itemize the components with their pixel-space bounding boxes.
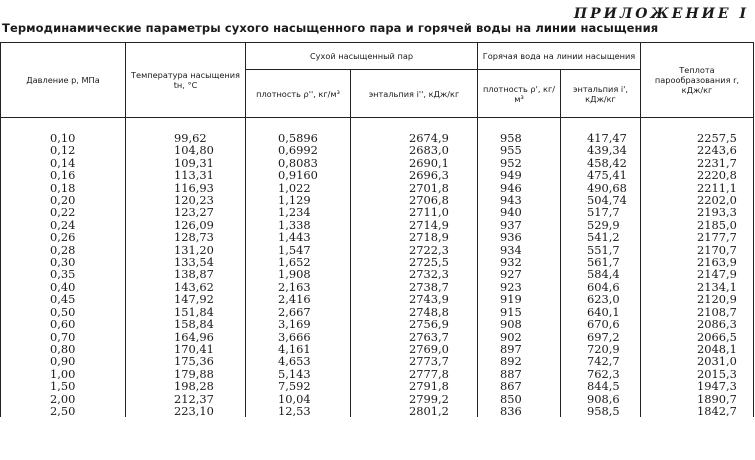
table-row xyxy=(1,355,754,367)
steam-density-cell: 2,163 xyxy=(246,281,351,293)
steam-enthalpy-cell: 2706,8 xyxy=(351,194,478,206)
heat-cell: 2231,7 xyxy=(641,157,754,169)
temperature-cell: 138,87 xyxy=(126,268,246,280)
water-density-cell: 955 xyxy=(478,144,561,156)
heat-cell: 2066,5 xyxy=(641,331,754,343)
heat-cell: 2048,1 xyxy=(641,343,754,355)
temperature-cell: 116,93 xyxy=(126,182,246,194)
table-row xyxy=(1,380,754,392)
pressure-cell: 2,50 xyxy=(1,405,126,417)
table-row xyxy=(1,157,754,169)
heat-cell: 2202,0 xyxy=(641,194,754,206)
pressure-cell: 0,45 xyxy=(1,293,126,305)
table-row xyxy=(1,268,754,280)
pressure-cell: 0,60 xyxy=(1,318,126,330)
water-enthalpy-cell: 490,68 xyxy=(561,182,641,194)
water-density-cell: 932 xyxy=(478,256,561,268)
header-pressure: Давление p, МПа xyxy=(1,43,126,118)
heat-cell: 2108,7 xyxy=(641,306,754,318)
steam-density-cell: 1,234 xyxy=(246,206,351,218)
heat-cell: 2015,3 xyxy=(641,368,754,380)
steam-enthalpy-cell: 2701,8 xyxy=(351,182,478,194)
water-enthalpy-cell: 623,0 xyxy=(561,293,641,305)
heat-cell: 2257,5 xyxy=(641,132,754,144)
table-row xyxy=(1,405,754,417)
saturation-table xyxy=(0,42,754,417)
header-group-steam: Сухой насыщенный пар xyxy=(246,43,478,70)
heat-cell: 2086,3 xyxy=(641,318,754,330)
water-density-cell: 943 xyxy=(478,194,561,206)
steam-density-cell: 7,592 xyxy=(246,380,351,392)
pressure-cell: 1,00 xyxy=(1,368,126,380)
water-density-cell: 952 xyxy=(478,157,561,169)
temperature-cell: 212,37 xyxy=(126,393,246,405)
water-enthalpy-cell: 529,9 xyxy=(561,219,641,231)
steam-density-cell: 0,9160 xyxy=(246,169,351,181)
water-enthalpy-cell: 762,3 xyxy=(561,368,641,380)
steam-density-cell: 5,143 xyxy=(246,368,351,380)
steam-enthalpy-cell: 2732,3 xyxy=(351,268,478,280)
steam-enthalpy-cell: 2777,8 xyxy=(351,368,478,380)
temperature-cell: 170,41 xyxy=(126,343,246,355)
heat-cell: 2185,0 xyxy=(641,219,754,231)
water-enthalpy-cell: 908,6 xyxy=(561,393,641,405)
heat-cell: 2211,1 xyxy=(641,182,754,194)
steam-enthalpy-cell: 2801,2 xyxy=(351,405,478,417)
steam-density-cell: 1,908 xyxy=(246,268,351,280)
steam-density-cell: 1,443 xyxy=(246,231,351,243)
header-steam-density: плотность ρ'', кг/м³ xyxy=(246,70,351,118)
temperature-cell: 126,09 xyxy=(126,219,246,231)
table-row xyxy=(1,206,754,218)
pressure-cell: 0,50 xyxy=(1,306,126,318)
temperature-cell: 113,31 xyxy=(126,169,246,181)
pressure-cell: 0,16 xyxy=(1,169,126,181)
steam-enthalpy-cell: 2791,8 xyxy=(351,380,478,392)
water-density-cell: 949 xyxy=(478,169,561,181)
pressure-cell: 0,80 xyxy=(1,343,126,355)
steam-enthalpy-cell: 2763,7 xyxy=(351,331,478,343)
water-enthalpy-cell: 458,42 xyxy=(561,157,641,169)
table-row xyxy=(1,244,754,256)
pressure-cell: 0,40 xyxy=(1,281,126,293)
heat-cell: 2220,8 xyxy=(641,169,754,181)
header-steam-enthalpy: энтальпия i'', кДж/кг xyxy=(351,70,478,118)
heat-cell: 1842,7 xyxy=(641,405,754,417)
steam-enthalpy-cell: 2696,3 xyxy=(351,169,478,181)
steam-density-cell: 1,338 xyxy=(246,219,351,231)
steam-density-cell: 3,666 xyxy=(246,331,351,343)
temperature-cell: 223,10 xyxy=(126,405,246,417)
temperature-cell: 143,62 xyxy=(126,281,246,293)
pressure-cell: 0,35 xyxy=(1,268,126,280)
pressure-cell: 0,20 xyxy=(1,194,126,206)
steam-enthalpy-cell: 2722,3 xyxy=(351,244,478,256)
water-density-cell: 934 xyxy=(478,244,561,256)
steam-enthalpy-cell: 2756,9 xyxy=(351,318,478,330)
heat-cell: 2163,9 xyxy=(641,256,754,268)
pressure-cell: 0,90 xyxy=(1,355,126,367)
table-row xyxy=(1,256,754,268)
temperature-cell: 99,62 xyxy=(126,132,246,144)
temperature-cell: 104,80 xyxy=(126,144,246,156)
water-enthalpy-cell: 517,7 xyxy=(561,206,641,218)
steam-enthalpy-cell: 2773,7 xyxy=(351,355,478,367)
steam-density-cell: 12,53 xyxy=(246,405,351,417)
water-enthalpy-cell: 720,9 xyxy=(561,343,641,355)
temperature-cell: 158,84 xyxy=(126,318,246,330)
heat-cell: 1890,7 xyxy=(641,393,754,405)
water-enthalpy-cell: 670,6 xyxy=(561,318,641,330)
table-row xyxy=(1,293,754,305)
steam-enthalpy-cell: 2690,1 xyxy=(351,157,478,169)
water-enthalpy-cell: 504,74 xyxy=(561,194,641,206)
water-density-cell: 867 xyxy=(478,380,561,392)
water-density-cell: 936 xyxy=(478,231,561,243)
table-row xyxy=(1,281,754,293)
pressure-cell: 0,30 xyxy=(1,256,126,268)
temperature-cell: 133,54 xyxy=(126,256,246,268)
table-row xyxy=(1,219,754,231)
water-density-cell: 892 xyxy=(478,355,561,367)
temperature-cell: 164,96 xyxy=(126,331,246,343)
water-enthalpy-cell: 551,7 xyxy=(561,244,641,256)
water-enthalpy-cell: 640,1 xyxy=(561,306,641,318)
pressure-cell: 0,14 xyxy=(1,157,126,169)
steam-density-cell: 3,169 xyxy=(246,318,351,330)
water-density-cell: 946 xyxy=(478,182,561,194)
temperature-cell: 123,27 xyxy=(126,206,246,218)
temperature-cell: 175,36 xyxy=(126,355,246,367)
table-row xyxy=(1,318,754,330)
steam-density-cell: 10,04 xyxy=(246,393,351,405)
water-density-cell: 923 xyxy=(478,281,561,293)
header-temperature: Температура насыщения tн, °C xyxy=(126,43,246,118)
pressure-cell: 0,24 xyxy=(1,219,126,231)
temperature-cell: 179,88 xyxy=(126,368,246,380)
steam-enthalpy-cell: 2738,7 xyxy=(351,281,478,293)
table-row xyxy=(1,393,754,405)
table-row xyxy=(1,331,754,343)
temperature-cell: 198,28 xyxy=(126,380,246,392)
header-water-density: плотность ρ', кг/м³ xyxy=(478,70,561,118)
water-density-cell: 897 xyxy=(478,343,561,355)
table-row xyxy=(1,194,754,206)
spacer-row xyxy=(1,118,754,133)
steam-density-cell: 1,547 xyxy=(246,244,351,256)
pressure-cell: 2,00 xyxy=(1,393,126,405)
steam-density-cell: 0,5896 xyxy=(246,132,351,144)
pressure-cell: 0,10 xyxy=(1,132,126,144)
steam-density-cell: 4,161 xyxy=(246,343,351,355)
header-group-water: Горячая вода на линии насыщения xyxy=(478,43,641,70)
table-row xyxy=(1,231,754,243)
temperature-cell: 131,20 xyxy=(126,244,246,256)
pressure-cell: 0,22 xyxy=(1,206,126,218)
steam-density-cell: 1,022 xyxy=(246,182,351,194)
table-row xyxy=(1,144,754,156)
steam-enthalpy-cell: 2799,2 xyxy=(351,393,478,405)
temperature-cell: 147,92 xyxy=(126,293,246,305)
pressure-cell: 0,70 xyxy=(1,331,126,343)
water-density-cell: 940 xyxy=(478,206,561,218)
water-density-cell: 902 xyxy=(478,331,561,343)
water-enthalpy-cell: 697,2 xyxy=(561,331,641,343)
steam-enthalpy-cell: 2743,9 xyxy=(351,293,478,305)
water-enthalpy-cell: 604,6 xyxy=(561,281,641,293)
header-heat: Теплота парообразования r, кДж/кг xyxy=(641,43,754,118)
steam-density-cell: 2,667 xyxy=(246,306,351,318)
water-density-cell: 850 xyxy=(478,393,561,405)
steam-enthalpy-cell: 2714,9 xyxy=(351,219,478,231)
temperature-cell: 120,23 xyxy=(126,194,246,206)
steam-density-cell: 1,129 xyxy=(246,194,351,206)
steam-density-cell: 0,8083 xyxy=(246,157,351,169)
water-enthalpy-cell: 561,7 xyxy=(561,256,641,268)
steam-enthalpy-cell: 2748,8 xyxy=(351,306,478,318)
water-enthalpy-cell: 844,5 xyxy=(561,380,641,392)
steam-enthalpy-cell: 2769,0 xyxy=(351,343,478,355)
steam-density-cell: 2,416 xyxy=(246,293,351,305)
heat-cell: 2193,3 xyxy=(641,206,754,218)
heat-cell: 2031,0 xyxy=(641,355,754,367)
water-enthalpy-cell: 958,5 xyxy=(561,405,641,417)
water-enthalpy-cell: 584,4 xyxy=(561,268,641,280)
header-water-enthalpy: энтальпия i', кДж/кг xyxy=(561,70,641,118)
steam-density-cell: 1,652 xyxy=(246,256,351,268)
steam-enthalpy-cell: 2674,9 xyxy=(351,132,478,144)
water-density-cell: 915 xyxy=(478,306,561,318)
water-enthalpy-cell: 417,47 xyxy=(561,132,641,144)
water-density-cell: 887 xyxy=(478,368,561,380)
water-density-cell: 919 xyxy=(478,293,561,305)
table-row xyxy=(1,169,754,181)
steam-enthalpy-cell: 2683,0 xyxy=(351,144,478,156)
temperature-cell: 151,84 xyxy=(126,306,246,318)
heat-cell: 2177,7 xyxy=(641,231,754,243)
pressure-cell: 0,26 xyxy=(1,231,126,243)
steam-enthalpy-cell: 2725,5 xyxy=(351,256,478,268)
water-enthalpy-cell: 439,34 xyxy=(561,144,641,156)
water-density-cell: 908 xyxy=(478,318,561,330)
water-enthalpy-cell: 541,2 xyxy=(561,231,641,243)
table-body xyxy=(1,118,754,418)
steam-density-cell: 4,653 xyxy=(246,355,351,367)
heat-cell: 1947,3 xyxy=(641,380,754,392)
temperature-cell: 109,31 xyxy=(126,157,246,169)
heat-cell: 2243,6 xyxy=(641,144,754,156)
water-density-cell: 927 xyxy=(478,268,561,280)
table-row xyxy=(1,306,754,318)
table-row xyxy=(1,132,754,144)
steam-enthalpy-cell: 2718,9 xyxy=(351,231,478,243)
pressure-cell: 0,18 xyxy=(1,182,126,194)
heat-cell: 2134,1 xyxy=(641,281,754,293)
appendix-label: ПРИЛОЖЕНИЕ I xyxy=(573,6,749,22)
table-row xyxy=(1,182,754,194)
table-title: Термодинамические параметры сухого насыщенного пара и горячей воды на линии насыщения xyxy=(2,21,659,35)
steam-density-cell: 0,6992 xyxy=(246,144,351,156)
heat-cell: 2147,9 xyxy=(641,268,754,280)
heat-cell: 2120,9 xyxy=(641,293,754,305)
pressure-cell: 0,12 xyxy=(1,144,126,156)
water-density-cell: 836 xyxy=(478,405,561,417)
water-enthalpy-cell: 742,7 xyxy=(561,355,641,367)
pressure-cell: 0,28 xyxy=(1,244,126,256)
table-row xyxy=(1,368,754,380)
temperature-cell: 128,73 xyxy=(126,231,246,243)
pressure-cell: 1,50 xyxy=(1,380,126,392)
water-enthalpy-cell: 475,41 xyxy=(561,169,641,181)
steam-enthalpy-cell: 2711,0 xyxy=(351,206,478,218)
heat-cell: 2170,7 xyxy=(641,244,754,256)
water-density-cell: 958 xyxy=(478,132,561,144)
table-row xyxy=(1,343,754,355)
water-density-cell: 937 xyxy=(478,219,561,231)
